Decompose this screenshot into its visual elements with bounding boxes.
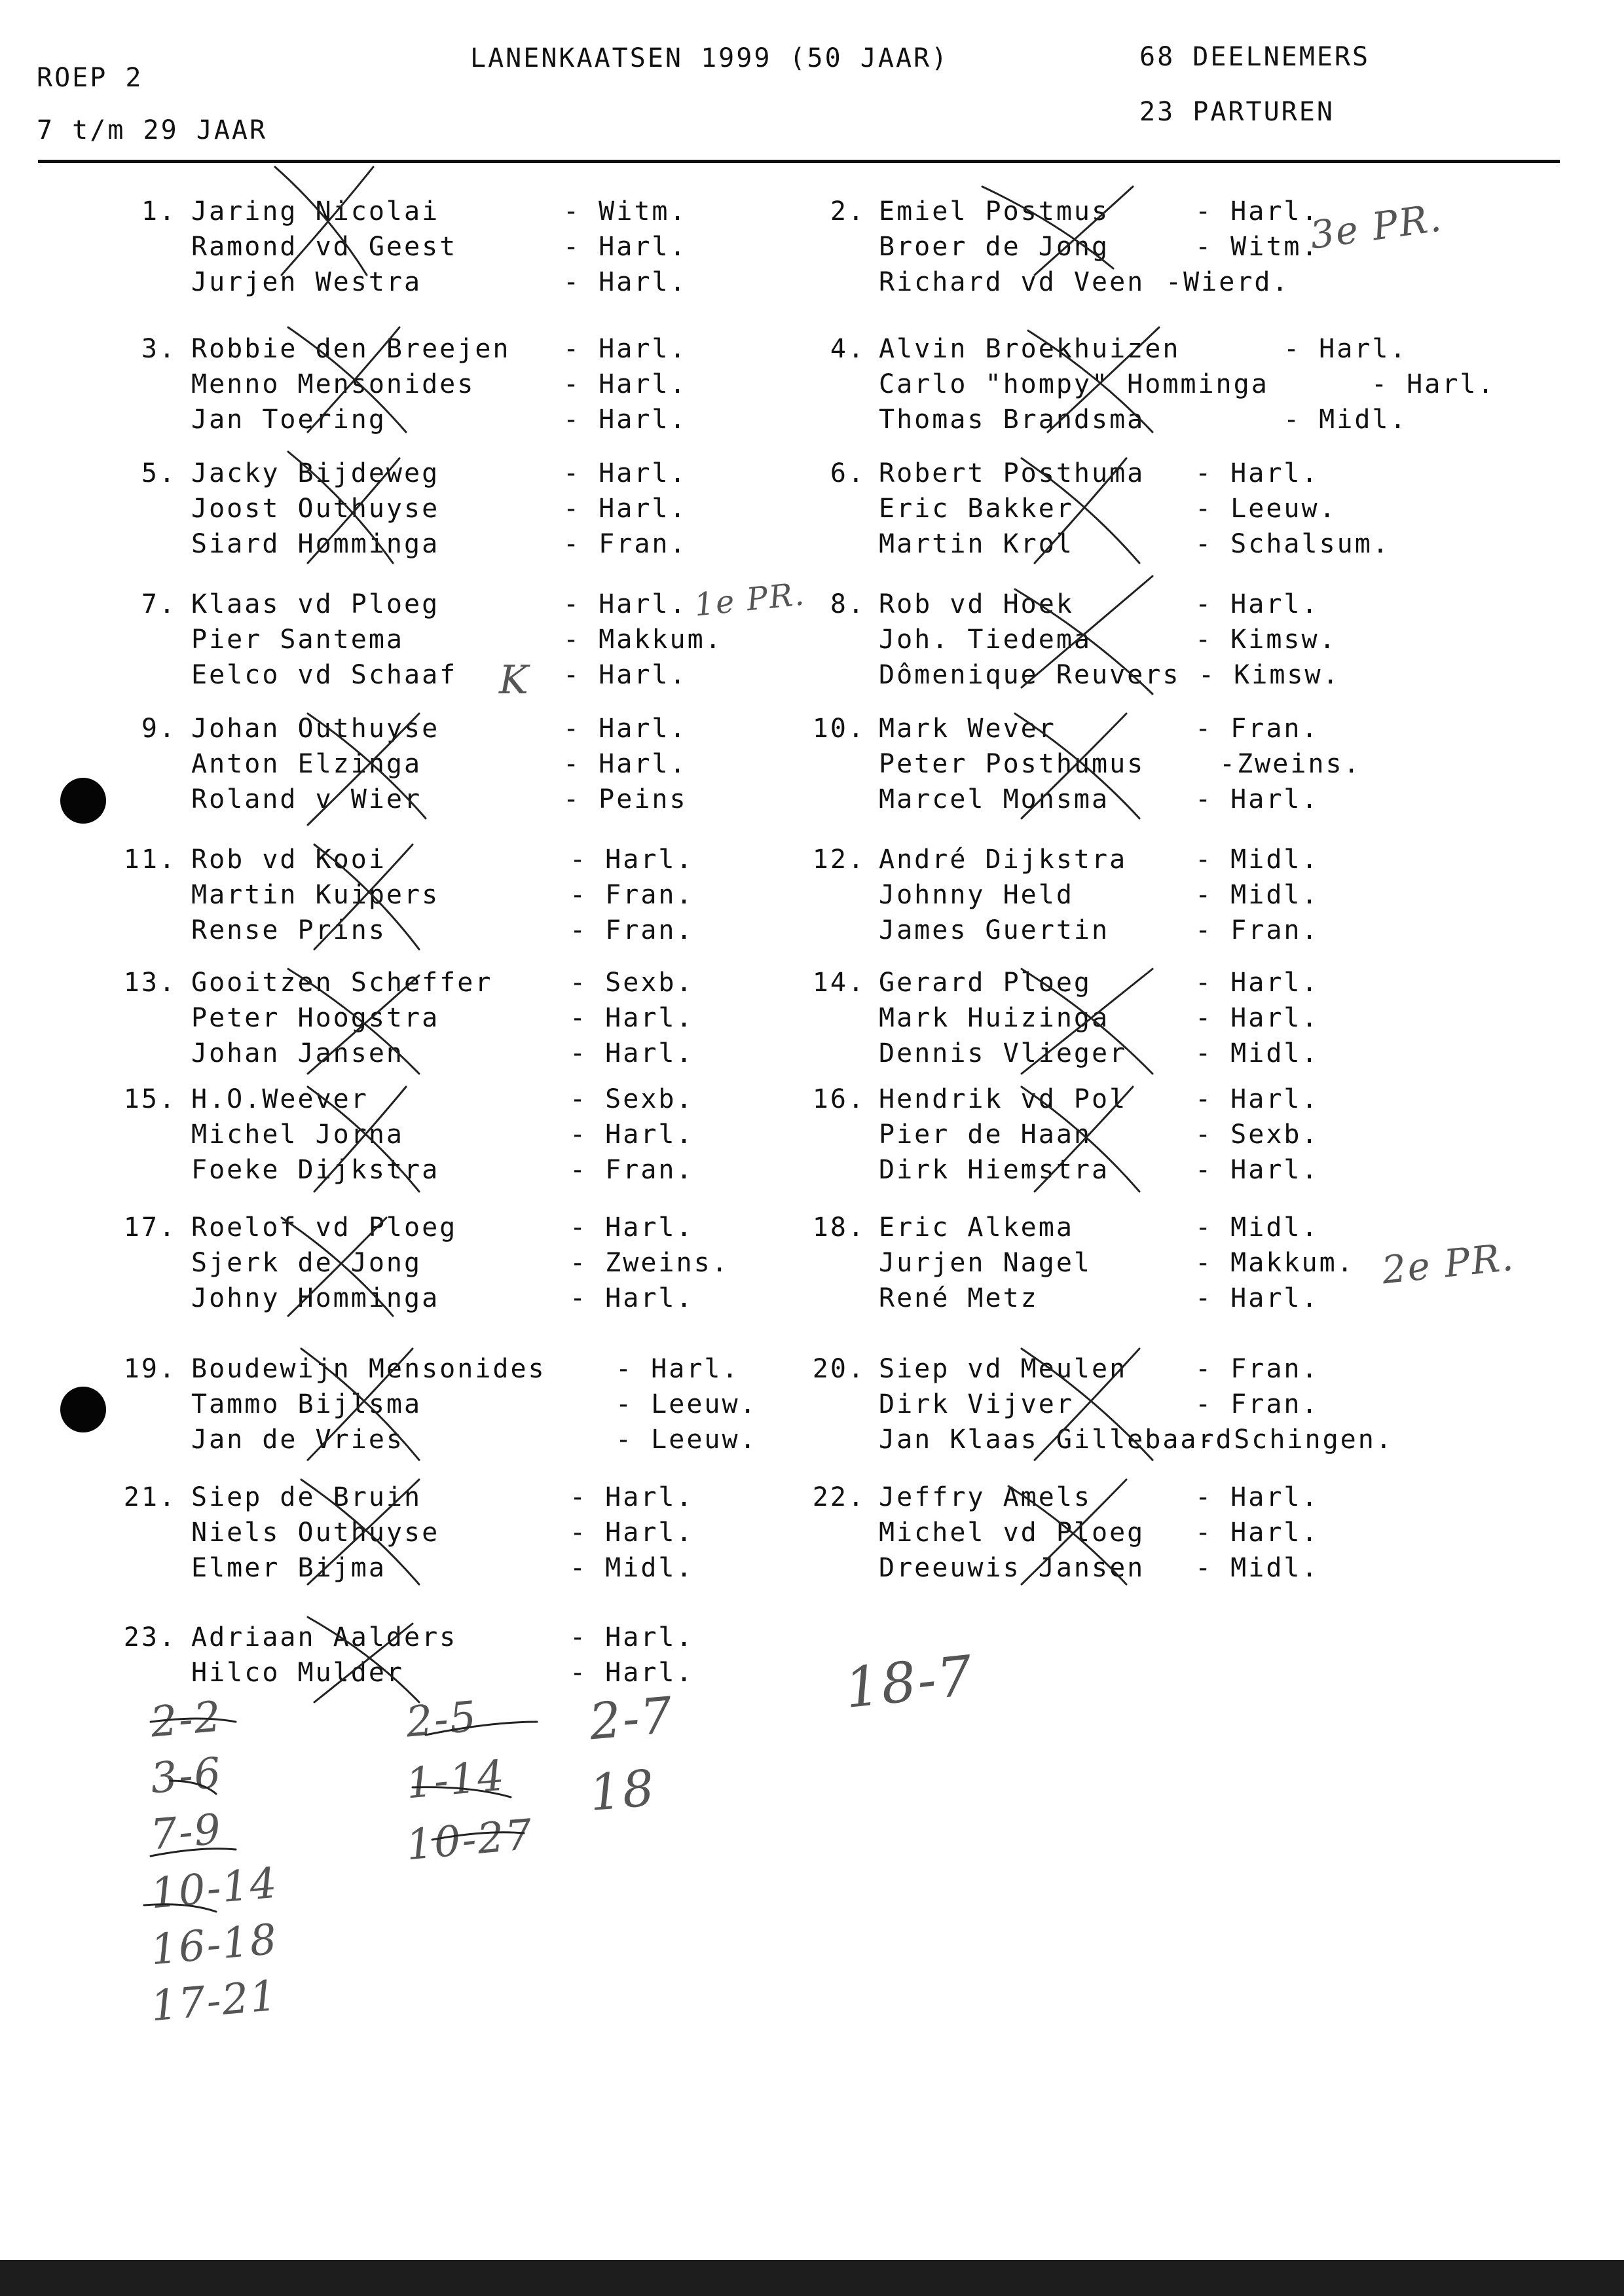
- player-name: Carlo "hompy" Homminga: [879, 369, 1269, 399]
- handwritten-score-main: 18-7: [841, 1643, 977, 1721]
- player-club: - Harl.: [1195, 1155, 1320, 1185]
- team-number: 18.: [812, 1212, 866, 1243]
- team-number: 3.: [141, 334, 177, 364]
- player-name: Jan Klaas Gillebaard: [879, 1425, 1234, 1455]
- player-club: - Leeuw.: [616, 1389, 758, 1419]
- player-name: Pier Santema: [191, 625, 404, 655]
- player-club: - Harl.: [570, 1038, 694, 1068]
- player-club: - Fran.: [1195, 915, 1320, 945]
- player-club: - Harl.: [1195, 196, 1320, 227]
- player-club: - Witm.: [1195, 232, 1320, 262]
- handwritten-tally-entry: 10-27: [404, 1810, 536, 1870]
- player-club: - Leeuw.: [1195, 494, 1337, 524]
- player-club: - Schalsum.: [1195, 529, 1390, 559]
- player-name: Jan de Vries: [191, 1425, 404, 1455]
- team-number: 11.: [123, 845, 177, 875]
- player-name: Joh. Tiedema: [879, 625, 1092, 655]
- player-club: - Makkum.: [1195, 1248, 1355, 1278]
- team-number: 16.: [812, 1084, 866, 1114]
- team-count: 23 PARTUREN: [1139, 97, 1335, 127]
- player-club: - Harl.: [563, 334, 688, 364]
- player-club: - Midl.: [1195, 880, 1320, 910]
- document-title: LANENKAATSEN 1999 (50 JAAR): [470, 43, 950, 73]
- player-club: - Harl.: [1195, 1084, 1320, 1114]
- player-name: Adriaan Aalders: [191, 1622, 458, 1652]
- player-club: - Harl.: [570, 1283, 694, 1313]
- player-name: Niels Outhuyse: [191, 1518, 440, 1548]
- handwritten-tally-entry: 16-18: [149, 1915, 280, 1975]
- player-name: Foeke Dijkstra: [191, 1155, 440, 1185]
- player-name: Rob vd Kooi: [191, 845, 386, 875]
- player-club: - Harl.: [1283, 334, 1408, 364]
- player-name: René Metz: [879, 1283, 1039, 1313]
- player-club: - Harl.: [563, 458, 688, 488]
- player-club: - Harl.: [570, 1518, 694, 1548]
- team-number: 14.: [812, 968, 866, 998]
- player-club: - Kimsw.: [1198, 660, 1340, 690]
- player-name: Dirk Hiemstra: [879, 1155, 1110, 1185]
- player-club: - Harl.: [1195, 968, 1320, 998]
- player-name: Roelof vd Ploeg: [191, 1212, 458, 1243]
- player-club: - Leeuw.: [616, 1425, 758, 1455]
- player-name: Siep de Bruin: [191, 1482, 422, 1512]
- header-divider: [38, 160, 1560, 163]
- team-number: 2.: [830, 196, 866, 227]
- player-club: - Sexb.: [570, 968, 694, 998]
- player-name: Thomas Brandsma: [879, 405, 1145, 435]
- participant-count: 68 DEELNEMERS: [1139, 42, 1371, 72]
- player-club: - Harl.: [563, 232, 688, 262]
- player-club: - Harl.: [563, 494, 688, 524]
- handwritten-tally-entry: 18: [587, 1758, 658, 1823]
- team-number: 23.: [123, 1622, 177, 1652]
- player-club: - Sexb.: [1195, 1120, 1320, 1150]
- player-club: - Fran.: [563, 529, 688, 559]
- player-club: - Harl.: [563, 267, 688, 297]
- player-club: - Fran.: [570, 1155, 694, 1185]
- player-name: Robert Posthuma: [879, 458, 1145, 488]
- player-club: - Midl.: [1195, 1553, 1320, 1583]
- player-club: - Schingen.: [1198, 1425, 1393, 1455]
- player-name: Michel Jorna: [191, 1120, 404, 1150]
- player-name: H.O.Weever: [191, 1084, 369, 1114]
- team-number: 15.: [123, 1084, 177, 1114]
- player-club: - Harl.: [570, 1658, 694, 1688]
- player-club: - Fran.: [570, 915, 694, 945]
- handwritten-prize-1: 1e PR.: [692, 575, 807, 624]
- handwritten-prize-3: 3e PR.: [1307, 195, 1445, 258]
- player-name: Tammo Bijlsma: [191, 1389, 422, 1419]
- player-club: - Witm.: [563, 196, 688, 227]
- team-number: 17.: [123, 1212, 177, 1243]
- player-club: - Harl.: [1195, 589, 1320, 619]
- player-name: Johan Jansen: [191, 1038, 404, 1068]
- player-club: - Zweins.: [570, 1248, 729, 1278]
- player-name: Boudewijn Mensonides: [191, 1354, 546, 1384]
- player-name: Jeffry Amels: [879, 1482, 1092, 1512]
- player-name: Hendrik vd Pol: [879, 1084, 1128, 1114]
- team-number: 1.: [141, 196, 177, 227]
- player-club: - Peins: [563, 784, 688, 814]
- player-name: Martin Krol: [879, 529, 1074, 559]
- player-name: Eric Bakker: [879, 494, 1074, 524]
- player-name: Gerard Ploeg: [879, 968, 1092, 998]
- player-club: - Harl.: [1195, 1283, 1320, 1313]
- player-name: Johnny Held: [879, 880, 1074, 910]
- team-number: 5.: [141, 458, 177, 488]
- player-name: Gooitzen Scheffer: [191, 968, 493, 998]
- player-name: Richard vd Veen: [879, 267, 1145, 297]
- player-name: Rense Prins: [191, 915, 386, 945]
- punch-hole-lower: [60, 1387, 106, 1432]
- player-club: - Harl.: [1371, 369, 1496, 399]
- player-club: - Harl.: [563, 405, 688, 435]
- player-name: Anton Elzinga: [191, 749, 422, 779]
- player-club: - Kimsw.: [1195, 625, 1337, 655]
- player-name: Joost Outhuyse: [191, 494, 440, 524]
- player-name: Peter Posthumus: [879, 749, 1145, 779]
- player-name: Jaring Nicolai: [191, 196, 440, 227]
- player-name: Martin Kuipers: [191, 880, 440, 910]
- player-name: Menno Mensonides: [191, 369, 475, 399]
- player-club: - Harl.: [570, 1212, 694, 1243]
- handwritten-prize-2: 2e PR.: [1380, 1234, 1517, 1293]
- handwritten-tally-entry: 2-2: [148, 1692, 225, 1747]
- age-range-label: 7 t/m 29 JAAR: [37, 115, 268, 145]
- player-name: Siard Homminga: [191, 529, 440, 559]
- player-name: Marcel Monsma: [879, 784, 1110, 814]
- player-name: Sjerk de Jong: [191, 1248, 422, 1278]
- player-club: - Harl.: [616, 1354, 740, 1384]
- team-number: 22.: [812, 1482, 866, 1512]
- player-name: Dreeuwis Jansen: [879, 1553, 1145, 1583]
- team-number: 13.: [123, 968, 177, 998]
- player-name: Mark Wever: [879, 714, 1056, 744]
- player-name: Johny Homminga: [191, 1283, 440, 1313]
- handwritten-tally-entry: 2-5: [403, 1692, 480, 1747]
- team-number: 7.: [141, 589, 177, 619]
- player-club: - Harl.: [1195, 458, 1320, 488]
- player-club: - Harl.: [1195, 784, 1320, 814]
- player-name: Broer de Jong: [879, 232, 1110, 262]
- player-club: - Harl.: [570, 845, 694, 875]
- player-club: - Harl.: [1195, 1003, 1320, 1033]
- player-name: Jacky Bijdeweg: [191, 458, 440, 488]
- player-name: Ramond vd Geest: [191, 232, 458, 262]
- player-club: - Harl.: [563, 714, 688, 744]
- roep-label: ROEP 2: [37, 63, 143, 93]
- player-club: - Midl.: [570, 1553, 694, 1583]
- player-name: Emiel Postmus: [879, 196, 1110, 227]
- player-name: Eric Alkema: [879, 1212, 1074, 1243]
- handwritten-tally-entry: 17-21: [149, 1971, 280, 2032]
- player-club: - Fran.: [1195, 1389, 1320, 1419]
- player-name: Jurjen Nagel: [879, 1248, 1092, 1278]
- player-name: Dômenique Reuvers: [879, 660, 1181, 690]
- player-club: - Harl.: [570, 1482, 694, 1512]
- player-club: -Wierd.: [1166, 267, 1290, 297]
- player-name: Elmer Bijma: [191, 1553, 386, 1583]
- player-name: Mark Huizinga: [879, 1003, 1110, 1033]
- player-name: Alvin Broekhuizen: [879, 334, 1181, 364]
- player-name: Roland v Wier: [191, 784, 422, 814]
- player-club: - Midl.: [1195, 845, 1320, 875]
- team-number: 21.: [123, 1482, 177, 1512]
- player-name: Rob vd Hoek: [879, 589, 1074, 619]
- player-club: - Harl.: [563, 589, 688, 619]
- player-club: - Midl.: [1195, 1038, 1320, 1068]
- player-club: - Harl.: [1195, 1518, 1320, 1548]
- handwritten-tally-entry: 3-6: [148, 1749, 225, 1804]
- player-club: - Makkum.: [563, 625, 723, 655]
- team-number: 6.: [830, 458, 866, 488]
- player-name: Dennis Vlieger: [879, 1038, 1128, 1068]
- player-name: Michel vd Ploeg: [879, 1518, 1145, 1548]
- player-name: Pier de Haan: [879, 1120, 1092, 1150]
- team-number: 9.: [141, 714, 177, 744]
- player-club: - Sexb.: [570, 1084, 694, 1114]
- player-club: - Harl.: [570, 1003, 694, 1033]
- team-number: 19.: [123, 1354, 177, 1384]
- player-name: Jan Toering: [191, 405, 386, 435]
- handwritten-mark-k: K: [499, 657, 530, 703]
- player-club: - Harl.: [563, 749, 688, 779]
- handwritten-tally-entry: 7-9: [148, 1805, 225, 1860]
- handwritten-tally-entry: 1-14: [404, 1751, 507, 1809]
- player-name: Peter Hoogstra: [191, 1003, 440, 1033]
- player-name: Robbie den Breejen: [191, 334, 511, 364]
- player-club: - Harl.: [1195, 1482, 1320, 1512]
- player-club: - Harl.: [563, 660, 688, 690]
- team-number: 10.: [812, 714, 866, 744]
- player-club: - Midl.: [1195, 1212, 1320, 1243]
- player-name: Dirk Vijver: [879, 1389, 1074, 1419]
- player-name: Klaas vd Ploeg: [191, 589, 440, 619]
- player-club: - Fran.: [1195, 1354, 1320, 1384]
- player-name: Johan Outhuyse: [191, 714, 440, 744]
- player-name: Siep vd Meulen: [879, 1354, 1128, 1384]
- team-number: 8.: [830, 589, 866, 619]
- player-club: - Harl.: [570, 1120, 694, 1150]
- team-number: 20.: [812, 1354, 866, 1384]
- player-name: André Dijkstra: [879, 845, 1128, 875]
- handwritten-tally-entry: 2-7: [587, 1685, 676, 1751]
- team-number: 12.: [812, 845, 866, 875]
- player-name: James Guertin: [879, 915, 1110, 945]
- scan-edge-bar: [0, 2260, 1624, 2296]
- handwritten-tally-entry: 10-14: [149, 1859, 280, 1919]
- player-club: - Midl.: [1283, 405, 1408, 435]
- punch-hole-upper: [60, 778, 106, 824]
- player-name: Hilco Mulder: [191, 1658, 404, 1688]
- player-name: Jurjen Westra: [191, 267, 422, 297]
- player-name: Eelco vd Schaaf: [191, 660, 458, 690]
- team-number: 4.: [830, 334, 866, 364]
- player-club: - Harl.: [563, 369, 688, 399]
- player-club: - Fran.: [1195, 714, 1320, 744]
- player-club: - Harl.: [570, 1622, 694, 1652]
- player-club: -Zweins.: [1219, 749, 1361, 779]
- player-club: - Fran.: [570, 880, 694, 910]
